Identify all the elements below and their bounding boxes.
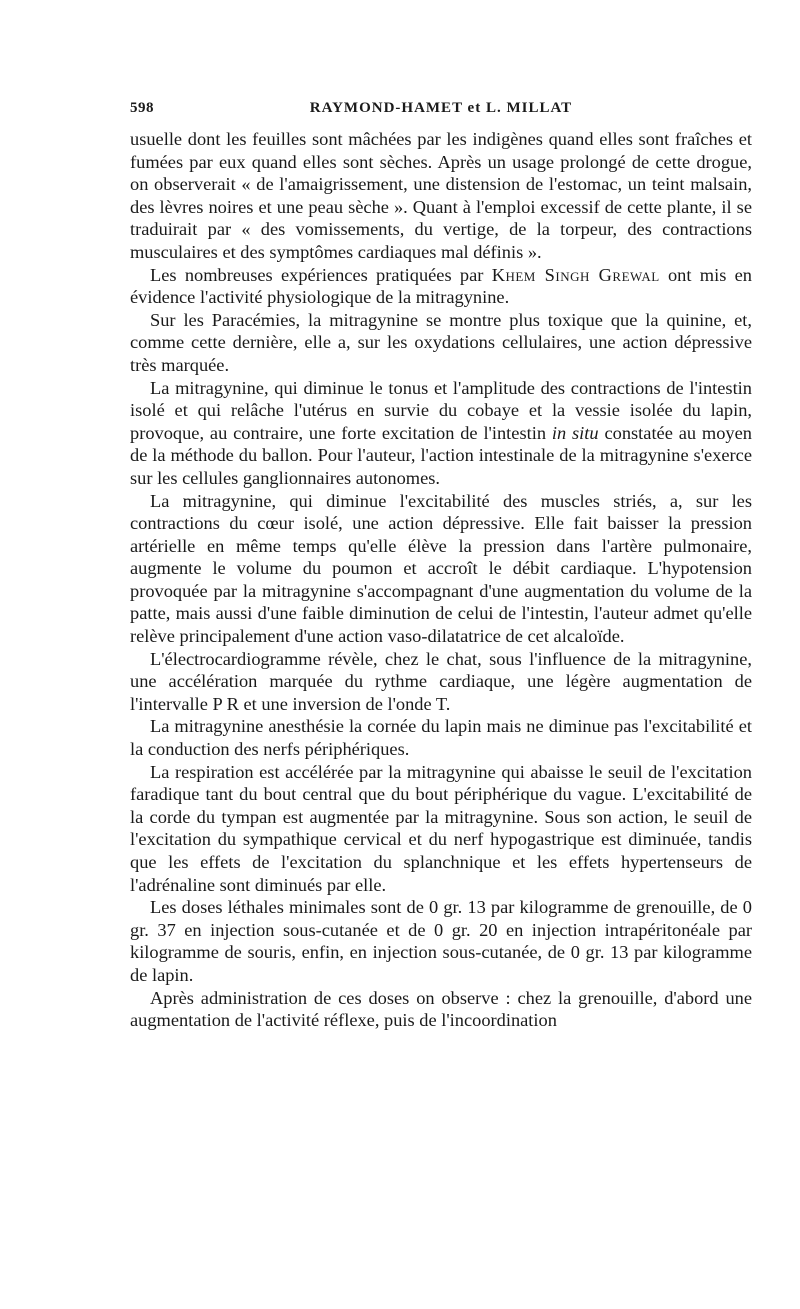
paragraph-4-start: La mitragynine, qui diminue le tonus et l'amplitude des contractions de l'intestin isolé et qui relâche l'utérus en survie du cobaye et la vessie isolée du lapin, provoque, au contraire, une forte excitation de l'intestin — [130, 377, 752, 443]
page-number: 598 — [130, 100, 154, 116]
paragraph-7: La mitragynine anesthésie la cornée du lapin mais ne diminue pas l'excitabilité et la conduction des nerfs périphériques. — [130, 716, 752, 760]
paragraph-10: Après administration de ces doses on observe : chez la grenouille, d'abord une augmentation de l'activité réflexe, puis de l'incoordination — [130, 987, 752, 1031]
paragraph-3: Sur les Paracémies, la mitragynine se montre plus toxique que la quinine, et, comme cette dernière, elle a, sur les oxydations cellulaires, une action dépressive très marquée. — [130, 309, 752, 375]
paragraph-4 — [130, 377, 752, 490]
paragraph-8: La respiration est accélérée par la mitragynine qui abaisse le seuil de l'excitation faradique tant du bout central que du bout périphérique du vague. L'excitabilité de la corde du tympan est augmentée par la mitragynine. Sous son action, le seuil de l'excitation du sympathique cervical et du nerf hypogastrique est diminuée, tandis que les effets de l'excitation du splanchnique et les effets hypertenseurs de l'adrénaline sont diminués par elle. — [130, 761, 752, 895]
running-title: RAYMOND-HAMET et L. MILLAT — [309, 100, 573, 116]
paragraph-2-end: ont mis en évidence l'activité physiologique de la mitragynine. — [130, 264, 752, 308]
paragraph-9: Les doses léthales minimales sont de 0 gr. 13 par kilogramme de grenouille, de 0 gr. 37 en injection sous-cutanée et de 0 gr. 20 en injection intrapéritonéale par kilogramme de souris, enfin, en injection sous-cutanée, de 0 gr. 13 par kilogramme de lapin. — [130, 897, 752, 985]
paragraph-2-start: Les nombreuses expériences pratiquées par — [150, 264, 492, 285]
paragraph-4-end: constatée au moyen de la méthode du ballon. Pour l'auteur, l'action intestinale de la mitragynine s'exerce sur les cellules ganglionnaires autonomes. — [130, 422, 752, 488]
italic-term: in situ — [551, 422, 599, 443]
paragraph-5: La mitragynine, qui diminue l'excitabilité des muscles striés, a, sur les contractions du cœur isolé, une action dépressive. Elle fait baisser la pression artérielle en même temps qu'elle élève la pression dans l'artère pulmonaire, augmente le volume du poumon et accroît le débit cardiaque. L'hypotension provoquée par la mitragynine s'accompagnant d'une augmentation du volume de la patte, mais aussi d'une faible diminution de celui de l'intestin, l'auteur admet qu'elle relève principalement d'une action vaso-dilatatrice de cet alcaloïde. — [130, 490, 752, 647]
page-header — [130, 100, 752, 122]
paragraph-2 — [130, 264, 752, 309]
author-name: Khem Singh Grewal — [491, 264, 660, 285]
body-text — [130, 128, 752, 1032]
paragraph-6: L'électrocardiogramme révèle, chez le chat, sous l'influence de la mitragynine, une accélération marquée du rythme cardiaque, une légère augmentation de l'intervalle P R et une inversion de l'onde T. — [130, 648, 752, 714]
paragraph-1: usuelle dont les feuilles sont mâchées par les indigènes quand elles sont fraîches et fumées par eux quand elles sont sèches. Après un usage prolongé de cette drogue, on observerait « de l'amaigrissement, une distension de l'estomac, un teint malsain, des lèvres noires et une peau sèche ». Quant à l'emploi excessif de cette plante, il se traduirait par « des vomissements, du vertige, de la torpeur, des contractions musculaires et des symptômes cardiaques mal définis ». — [130, 129, 752, 262]
